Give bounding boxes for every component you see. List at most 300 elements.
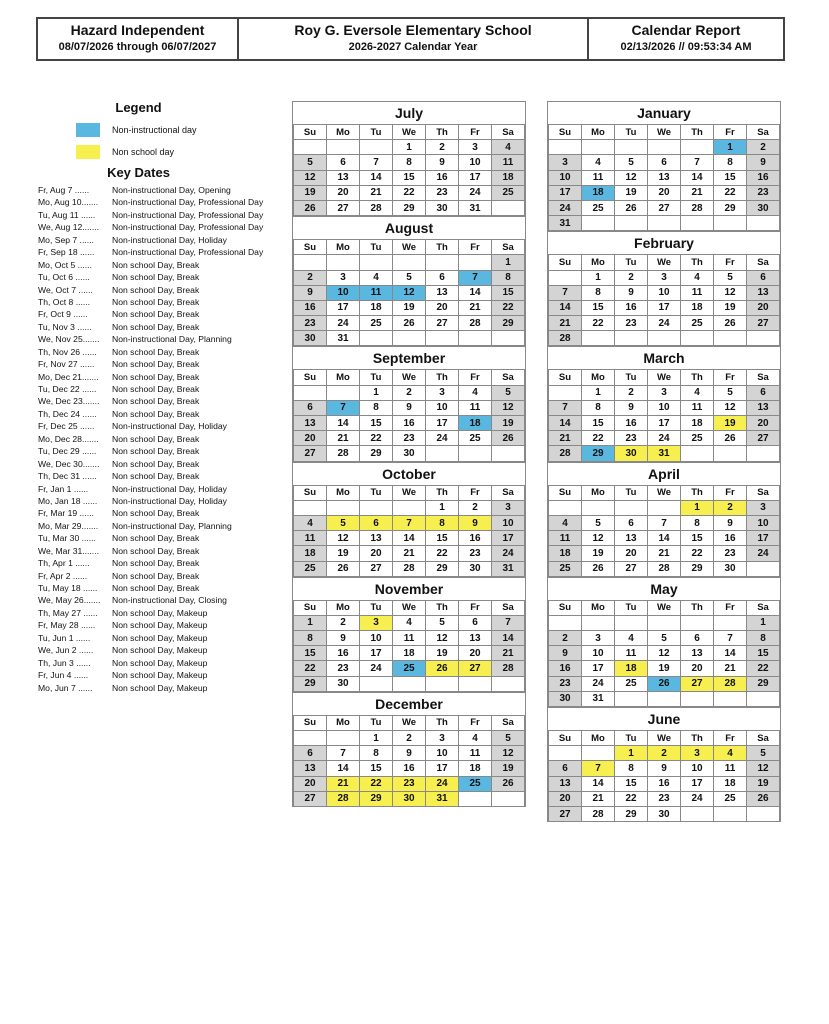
empty-cell (648, 691, 681, 706)
key-date-date: Fr, Aug 7 ...... (38, 185, 90, 195)
empty-cell (294, 500, 327, 515)
day-cell: 1 (360, 731, 393, 746)
day-cell: 26 (327, 561, 360, 576)
day-cell: 9 (747, 155, 780, 170)
day-cell: 20 (426, 300, 459, 315)
empty-cell (459, 255, 492, 270)
key-date-item (38, 359, 276, 369)
day-cell: 29 (681, 561, 714, 576)
empty-cell (714, 216, 747, 231)
day-cell: 21 (360, 185, 393, 200)
key-date-description: Non school Day, Break (112, 570, 200, 581)
day-cell: 12 (327, 531, 360, 546)
day-cell: 6 (549, 761, 582, 776)
day-cell: 24 (360, 661, 393, 676)
day-cell: 2 (459, 500, 492, 515)
key-date-date: Mo, Jun 7 ...... (38, 682, 93, 693)
key-date-description: Non school Day, Makeup (112, 620, 208, 631)
weekday-header: Tu (360, 370, 393, 385)
key-date-date: We, Mar 31....... (38, 545, 99, 556)
key-date-date: Mo, Aug 10....... (38, 197, 99, 208)
day-cell: 18 (294, 546, 327, 561)
day-cell: 3 (648, 385, 681, 400)
key-date-description: Non school Day, Break (112, 296, 200, 307)
empty-cell (747, 691, 780, 706)
day-cell: 2 (714, 500, 747, 515)
empty-cell (360, 255, 393, 270)
day-cell: 13 (747, 400, 780, 415)
day-cell: 20 (747, 300, 780, 315)
empty-cell (582, 331, 615, 346)
empty-cell (327, 140, 360, 155)
empty-cell (294, 385, 327, 400)
month-grid (293, 715, 525, 807)
report-timestamp: 02/13/2026 // 09:53:34 AM (620, 41, 752, 53)
day-cell: 31 (549, 216, 582, 231)
key-date-date: Fr, Mar 19 ...... (38, 508, 94, 519)
weekday-header: Mo (582, 255, 615, 270)
key-date-item (38, 558, 276, 568)
day-cell: 12 (615, 170, 648, 185)
day-cell: 30 (615, 446, 648, 461)
key-date-date: Th, Oct 8 ...... (38, 296, 91, 307)
day-cell: 27 (747, 316, 780, 331)
day-cell: 1 (615, 746, 648, 761)
day-cell: 21 (681, 185, 714, 200)
day-cell: 25 (714, 791, 747, 806)
day-cell: 9 (615, 400, 648, 415)
day-cell: 28 (549, 331, 582, 346)
empty-cell (714, 615, 747, 630)
month-grid (293, 239, 525, 346)
day-cell: 14 (360, 170, 393, 185)
empty-cell (294, 255, 327, 270)
key-date-date: Fr, May 28 ...... (38, 620, 96, 631)
key-date-description: Non school Day, Makeup (112, 645, 208, 656)
key-date-item (38, 285, 276, 295)
key-date-description: Non school Day, Break (112, 396, 200, 407)
day-cell: 17 (492, 531, 525, 546)
day-cell: 28 (549, 446, 582, 461)
month-title: April (548, 462, 780, 485)
day-cell: 3 (360, 615, 393, 630)
key-date-description: Non school Day, Break (112, 371, 200, 382)
legend-panel (36, 100, 276, 695)
day-cell: 21 (549, 316, 582, 331)
day-cell: 26 (426, 661, 459, 676)
day-cell: 13 (459, 631, 492, 646)
day-cell: 5 (582, 515, 615, 530)
day-cell: 19 (327, 546, 360, 561)
day-cell: 12 (426, 631, 459, 646)
day-cell: 4 (714, 746, 747, 761)
month-title: May (548, 577, 780, 600)
day-cell: 11 (549, 531, 582, 546)
empty-cell (549, 270, 582, 285)
key-date-item (38, 247, 276, 257)
key-date-date: Fr, Jan 1 ...... (38, 483, 89, 494)
key-date-date: Tu, Jun 1 ...... (38, 632, 91, 643)
month-grid (548, 600, 780, 707)
key-date-item (38, 471, 276, 481)
day-cell: 18 (393, 646, 426, 661)
weekday-header: Mo (582, 731, 615, 746)
day-cell: 6 (459, 615, 492, 630)
weekday-header: Fr (459, 125, 492, 140)
day-cell: 13 (681, 646, 714, 661)
empty-cell (681, 806, 714, 821)
day-cell: 21 (714, 661, 747, 676)
day-cell: 17 (747, 531, 780, 546)
day-cell: 11 (615, 646, 648, 661)
empty-cell (360, 500, 393, 515)
day-cell: 16 (648, 776, 681, 791)
key-dates-title: Key Dates (107, 165, 170, 180)
key-date-description: Non-instructional Day, Professional Day (112, 222, 264, 233)
day-cell: 23 (648, 791, 681, 806)
day-cell: 10 (426, 746, 459, 761)
key-date-description: Non school Day, Break (112, 508, 200, 519)
empty-cell (360, 676, 393, 691)
key-date-item (38, 409, 276, 419)
day-cell: 29 (426, 561, 459, 576)
day-cell: 3 (492, 500, 525, 515)
day-cell: 28 (582, 806, 615, 821)
day-cell: 24 (648, 431, 681, 446)
empty-cell (426, 676, 459, 691)
weekday-header: Fr (459, 370, 492, 385)
empty-cell (393, 331, 426, 346)
key-date-date: Fr, Sep 18 ...... (38, 247, 95, 258)
empty-cell (648, 615, 681, 630)
day-cell: 31 (426, 791, 459, 806)
weekday-header: Mo (327, 715, 360, 730)
day-cell: 22 (426, 546, 459, 561)
weekday-header: Tu (360, 485, 393, 500)
weekday-header: Sa (747, 125, 780, 140)
legend-item-non-instructional (76, 119, 276, 141)
day-cell: 6 (747, 270, 780, 285)
weekday-header: Th (681, 731, 714, 746)
key-date-date: Fr, Oct 9 ...... (38, 309, 88, 320)
day-cell: 28 (681, 200, 714, 215)
weekday-header: We (393, 370, 426, 385)
day-cell: 12 (582, 531, 615, 546)
day-cell: 12 (492, 400, 525, 415)
key-date-description: Non school Day, Break (112, 583, 200, 593)
empty-cell (327, 731, 360, 746)
day-cell: 3 (747, 500, 780, 515)
day-cell: 10 (582, 646, 615, 661)
day-cell: 22 (582, 316, 615, 331)
day-cell: 3 (549, 155, 582, 170)
day-cell: 26 (492, 776, 525, 791)
day-cell: 4 (294, 515, 327, 530)
key-date-description: Non-instructional Day, Holiday (112, 421, 227, 432)
day-cell: 18 (459, 761, 492, 776)
key-date-date: Th, Nov 26 ...... (38, 346, 97, 357)
empty-cell (615, 500, 648, 515)
calendar-year: 2026-2027 Calendar Year (348, 41, 478, 53)
day-cell: 13 (615, 531, 648, 546)
key-date-date: We, Jun 2 ...... (38, 645, 94, 656)
key-date-date: Mo, Dec 21....... (38, 371, 99, 382)
weekday-header: Mo (327, 370, 360, 385)
day-cell: 5 (615, 155, 648, 170)
key-date-date: We, Nov 25....... (38, 334, 100, 345)
day-cell: 10 (459, 155, 492, 170)
key-date-date: Tu, Oct 6 ...... (38, 272, 90, 283)
day-cell: 14 (681, 170, 714, 185)
empty-cell (294, 140, 327, 155)
month-june (548, 707, 780, 822)
day-cell: 21 (327, 776, 360, 791)
weekday-header: Su (549, 125, 582, 140)
day-cell: 9 (714, 515, 747, 530)
day-cell: 7 (714, 631, 747, 646)
month-grid (548, 485, 780, 577)
day-cell: 5 (393, 270, 426, 285)
key-date-description: Non school Day, Break (112, 533, 200, 544)
weekday-header: Th (426, 715, 459, 730)
day-cell: 8 (681, 515, 714, 530)
legend-label: Non-instructional day (112, 125, 197, 135)
day-cell: 4 (360, 270, 393, 285)
key-date-date: Tu, Dec 29 ...... (38, 446, 97, 457)
day-cell: 19 (648, 661, 681, 676)
day-cell: 9 (393, 746, 426, 761)
weekday-header: Mo (327, 600, 360, 615)
day-cell: 15 (747, 646, 780, 661)
key-date-date: Th, Apr 1 ...... (38, 558, 90, 569)
empty-cell (747, 446, 780, 461)
day-cell: 30 (327, 676, 360, 691)
day-cell: 17 (459, 170, 492, 185)
day-cell: 14 (492, 631, 525, 646)
key-date-description: Non-instructional Day, Professional Day (112, 247, 264, 258)
weekday-header: Fr (459, 715, 492, 730)
key-date-item (38, 508, 276, 518)
day-cell: 25 (549, 561, 582, 576)
empty-cell (459, 446, 492, 461)
empty-cell (327, 255, 360, 270)
day-cell: 19 (393, 300, 426, 315)
day-cell: 16 (747, 170, 780, 185)
weekday-header: Mo (327, 240, 360, 255)
day-cell: 12 (714, 400, 747, 415)
day-cell: 26 (714, 316, 747, 331)
day-cell: 26 (747, 791, 780, 806)
weekday-header: Fr (714, 600, 747, 615)
month-title: June (548, 707, 780, 730)
day-cell: 13 (426, 285, 459, 300)
empty-cell (747, 216, 780, 231)
day-cell: 19 (714, 416, 747, 431)
date-range: 08/07/2026 through 06/07/2027 (58, 41, 217, 53)
empty-cell (615, 691, 648, 706)
weekday-header: Sa (747, 731, 780, 746)
day-cell: 9 (549, 646, 582, 661)
day-cell: 7 (327, 746, 360, 761)
day-cell: 22 (582, 431, 615, 446)
day-cell: 22 (393, 185, 426, 200)
day-cell: 8 (360, 746, 393, 761)
day-cell: 2 (393, 385, 426, 400)
day-cell: 26 (393, 316, 426, 331)
day-cell: 2 (747, 140, 780, 155)
day-cell: 12 (294, 170, 327, 185)
day-cell: 27 (360, 561, 393, 576)
key-date-item (38, 546, 276, 556)
key-date-item (38, 434, 276, 444)
day-cell: 27 (294, 791, 327, 806)
day-cell: 3 (459, 140, 492, 155)
key-date-item (38, 459, 276, 469)
weekday-header: Mo (327, 485, 360, 500)
district-box (38, 19, 237, 59)
day-cell: 13 (747, 285, 780, 300)
weekday-header: Su (294, 485, 327, 500)
day-cell: 5 (294, 155, 327, 170)
day-cell: 9 (294, 285, 327, 300)
day-cell: 27 (294, 446, 327, 461)
day-cell: 12 (747, 761, 780, 776)
weekday-header: Su (549, 370, 582, 385)
day-cell: 16 (549, 661, 582, 676)
day-cell: 6 (681, 631, 714, 646)
day-cell: 4 (459, 731, 492, 746)
day-cell: 2 (327, 615, 360, 630)
weekday-header: Sa (747, 370, 780, 385)
day-cell: 10 (747, 515, 780, 530)
day-cell: 30 (393, 446, 426, 461)
key-date-description: Non-instructional Day, Holiday (112, 483, 227, 494)
day-cell: 23 (714, 546, 747, 561)
key-date-description: Non school Day, Makeup (112, 682, 208, 693)
key-date-description: Non school Day, Makeup (112, 670, 208, 681)
month-grid (548, 730, 780, 822)
weekday-header: Su (294, 715, 327, 730)
weekday-header: We (393, 125, 426, 140)
empty-cell (714, 331, 747, 346)
day-cell: 12 (492, 746, 525, 761)
day-cell: 24 (747, 546, 780, 561)
day-cell: 18 (360, 300, 393, 315)
day-cell: 22 (294, 661, 327, 676)
key-date-description: Non school Day, Break (112, 545, 200, 556)
empty-cell (549, 615, 582, 630)
day-cell: 13 (294, 761, 327, 776)
month-title: November (293, 577, 525, 600)
day-cell: 23 (393, 776, 426, 791)
empty-cell (549, 385, 582, 400)
day-cell: 25 (492, 185, 525, 200)
key-date-item (38, 384, 276, 394)
day-cell: 26 (648, 676, 681, 691)
day-cell: 31 (327, 331, 360, 346)
weekday-header: Mo (582, 125, 615, 140)
day-cell: 22 (615, 791, 648, 806)
day-cell: 1 (360, 385, 393, 400)
day-cell: 8 (360, 400, 393, 415)
month-grid (548, 369, 780, 461)
day-cell: 11 (459, 746, 492, 761)
month-april (548, 462, 780, 577)
day-cell: 26 (294, 200, 327, 215)
day-cell: 28 (714, 676, 747, 691)
key-date-description: Non school Day, Makeup (112, 632, 208, 643)
weekday-header: Tu (360, 125, 393, 140)
day-cell: 18 (582, 185, 615, 200)
key-date-item (38, 421, 276, 431)
weekday-header: Su (294, 240, 327, 255)
key-date-date: Mo, Jan 18 ...... (38, 495, 98, 506)
weekday-header: Sa (747, 485, 780, 500)
empty-cell (615, 216, 648, 231)
weekday-header: We (393, 240, 426, 255)
day-cell: 28 (360, 200, 393, 215)
day-cell: 25 (681, 316, 714, 331)
empty-cell (426, 331, 459, 346)
empty-cell (492, 676, 525, 691)
day-cell: 20 (615, 546, 648, 561)
day-cell: 13 (360, 531, 393, 546)
empty-cell (648, 500, 681, 515)
day-cell: 5 (426, 615, 459, 630)
day-cell: 23 (393, 431, 426, 446)
weekday-header: Sa (492, 715, 525, 730)
key-date-date: We, May 26....... (38, 595, 101, 606)
empty-cell (681, 331, 714, 346)
day-cell: 13 (549, 776, 582, 791)
month-title: December (293, 692, 525, 715)
key-date-date: Th, Dec 31 ...... (38, 471, 97, 482)
day-cell: 11 (492, 155, 525, 170)
day-cell: 11 (393, 631, 426, 646)
empty-cell (681, 615, 714, 630)
weekday-header: We (648, 600, 681, 615)
empty-cell (492, 446, 525, 461)
day-cell: 9 (426, 155, 459, 170)
day-cell: 9 (327, 631, 360, 646)
day-cell: 4 (549, 515, 582, 530)
empty-cell (360, 140, 393, 155)
day-cell: 7 (492, 615, 525, 630)
month-title: October (293, 462, 525, 485)
weekday-header: Su (549, 255, 582, 270)
weekday-header: Tu (615, 370, 648, 385)
month-may (548, 577, 780, 707)
day-cell: 17 (327, 300, 360, 315)
day-cell: 15 (681, 531, 714, 546)
weekday-header: We (393, 485, 426, 500)
key-date-item (38, 658, 276, 668)
day-cell: 17 (648, 416, 681, 431)
legend-title: Legend (115, 100, 162, 115)
day-cell: 28 (327, 446, 360, 461)
weekday-header: Fr (459, 485, 492, 500)
weekday-header: Mo (582, 600, 615, 615)
day-cell: 17 (582, 661, 615, 676)
empty-cell (426, 446, 459, 461)
day-cell: 19 (582, 546, 615, 561)
day-cell: 20 (327, 185, 360, 200)
day-cell: 24 (681, 791, 714, 806)
empty-cell (714, 806, 747, 821)
day-cell: 10 (681, 761, 714, 776)
day-cell: 15 (393, 170, 426, 185)
day-cell: 16 (393, 416, 426, 431)
